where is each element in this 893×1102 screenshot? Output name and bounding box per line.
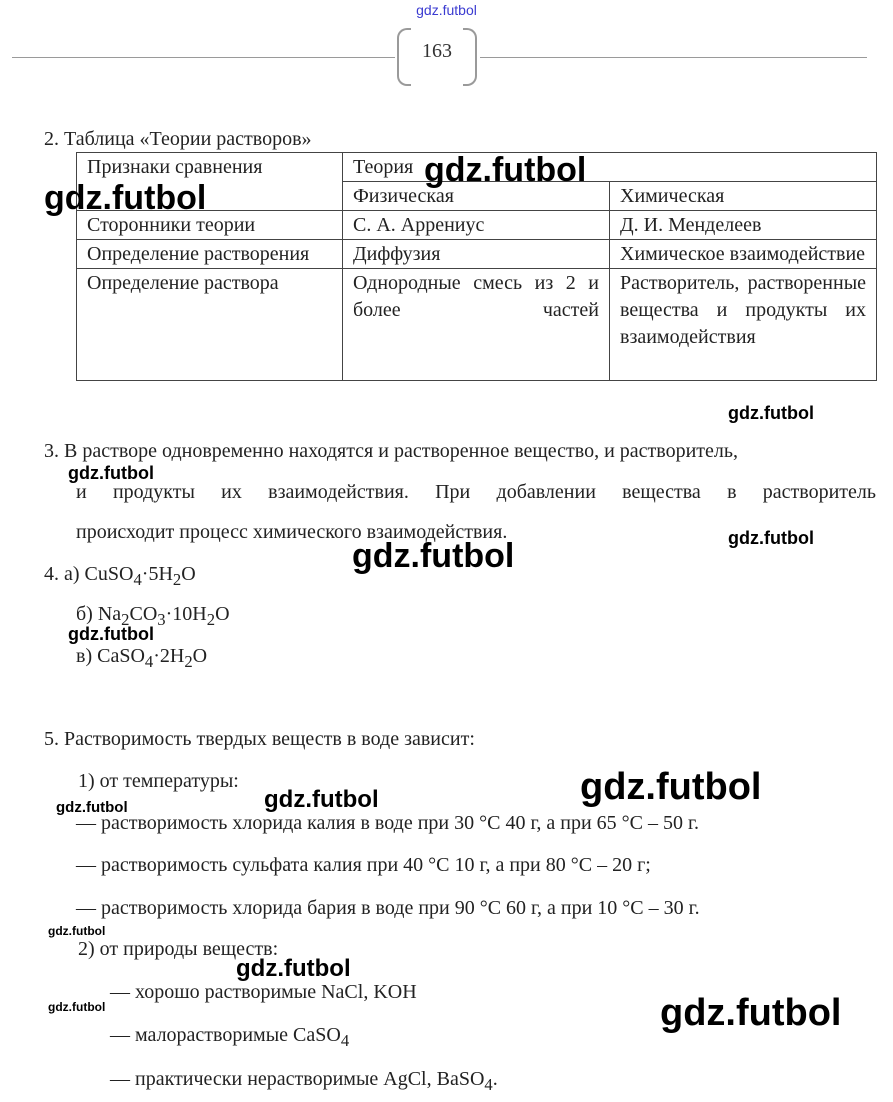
watermark: gdz.futbol [236, 955, 351, 982]
cell-physical: Однородные смесь из 2 и более частей [343, 269, 610, 381]
watermark: gdz.futbol [264, 786, 379, 813]
watermark: gdz.futbol [44, 179, 207, 217]
watermark: gdz.futbol [728, 403, 814, 423]
detail-2: — растворимость сульфата калия при 40 °С 10 г, а при 80 °С – 20 г; [76, 854, 651, 876]
formula-a: 4. а) $CuSO_4\cdot 5H_2O$ [44, 563, 196, 589]
header-divider-right [480, 57, 867, 58]
watermark: gdz.futbol [352, 537, 515, 575]
row-label: Определение растворения [77, 240, 343, 269]
formula-v-prefix: в) [76, 645, 98, 667]
formula-v: в) $CaSO_4\cdot 2H_2O$ [76, 645, 208, 671]
subheader-physical: Физическая [343, 182, 610, 211]
watermark: gdz.futbol [728, 528, 814, 548]
example-3-suffix: . [492, 1068, 498, 1090]
watermark: gdz.futbol [660, 992, 842, 1034]
watermark: gdz.futbol [68, 463, 154, 483]
page-number-badge [397, 28, 477, 84]
example-2-prefix: — малорастворимые [110, 1024, 294, 1046]
cell-chemical: Химическое взаимодействие [610, 240, 877, 269]
cell-physical: С. А. Аррениус [343, 211, 610, 240]
section-5-title: 5. Растворимость твердых веществ в воде зависит: [44, 728, 475, 750]
section-3-line-1: 3. В растворе одновременно находятся и растворенное вещество, и растворитель, [44, 440, 738, 462]
table-row [77, 240, 877, 269]
row-label: Сторонники теории [77, 211, 343, 240]
section-2-title: 2. Таблица «Теории растворов» [44, 128, 312, 150]
watermark: gdz.futbol [56, 799, 128, 816]
cell-physical: Диффузия [343, 240, 610, 269]
formula-b: б) $Na_2CO_3\cdot 10H_2O$ [76, 603, 230, 629]
formula-b-prefix: б) [76, 603, 98, 625]
cell-chemical: Растворитель, растворенные вещества и продукты их взаимодействия [610, 269, 877, 381]
factor-1: 1) от температуры: [78, 770, 239, 792]
cell-chemical: Д. И. Менделеев [610, 211, 877, 240]
row-label: Определение раствора [77, 269, 343, 381]
example-3-prefix: — практически нерастворимые AgCl, [110, 1068, 437, 1090]
section-3-line-3: происходит процесс химического взаимодействия. [76, 521, 508, 543]
watermark: gdz.futbol [48, 1000, 106, 1014]
page-number: 163 [422, 40, 452, 62]
section-3-line-2: и продукты их взаимодействия. При добавлении вещества в растворитель [76, 481, 876, 503]
watermark: gdz.futbol [48, 924, 106, 938]
table-row [77, 269, 877, 381]
example-2: — малорастворимые CaSO$_4$ [110, 1024, 350, 1050]
detail-1: — растворимость хлорида калия в воде при 30 °С 40 г, а при 65 °С – 50 г. [76, 812, 699, 834]
watermark: gdz.futbol [68, 624, 154, 644]
formula-a-prefix: 4. а) [44, 563, 85, 585]
header-divider-left [12, 57, 395, 58]
detail-3: — растворимость хлорида бария в воде при 90 °С 60 г, а при 10 °С – 30 г. [76, 897, 700, 919]
header-cell-criteria: Признаки сравнения [77, 153, 343, 211]
factor-2: 2) от природы веществ: [78, 938, 279, 960]
site-header-link[interactable]: gdz.futbol [416, 2, 477, 18]
example-3: — практически нерастворимые AgCl, BaSO$_4$. [110, 1068, 498, 1094]
header-cell-theory: Теория [343, 153, 877, 182]
example-1: — хорошо растворимые NaCl, KOH [110, 981, 417, 1003]
watermark: gdz.futbol [580, 766, 762, 808]
subheader-chemical: Химическая [610, 182, 877, 211]
watermark: gdz.futbol [424, 151, 587, 189]
